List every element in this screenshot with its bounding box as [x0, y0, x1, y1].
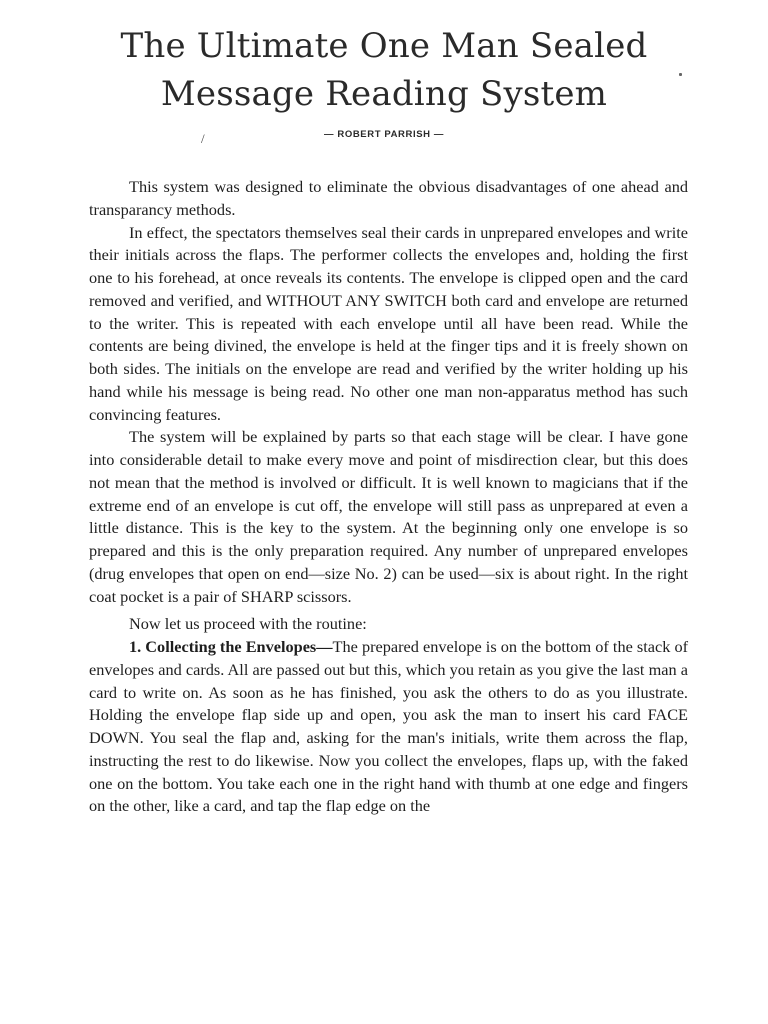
title-line-1: The Ultimate One Man Sealed [120, 26, 648, 66]
paragraph-effect: In effect, the spectators themselves seal their cards in unprepared envelopes and write their initials across the flaps. The performer collects the envelopes and, holding the first one to his forehead, at once reveals its contents. The envelope is clipped open and the card removed and verified, and WITHOUT ANY SWITCH both card and envelope are returned to the writer. This is repeated with each envelope until all have been read. While the contents are being divined, the envelope is held at the finger tips and it is freely shown on both sides. The initials on the envelope are read and verified by the writer holding up his hand while his message is being read. No other one man non-apparatus method has such convincing features. [89, 222, 688, 424]
paragraph-step-1 [89, 636, 688, 818]
stray-pen-mark: / [201, 131, 205, 146]
paragraph-routine: Now let us proceed with the routine: [129, 614, 367, 634]
article-body [89, 176, 688, 818]
author-byline: — ROBERT PARRISH — [324, 129, 444, 140]
title-line-2: Message Reading System [160, 74, 608, 114]
step-1-text: The prepared envelope is on the bottom of the stack of envelopes and cards. All are passed out but this, which you retain as you give the last man a card to write on. As soon as he has finished, you ask the others to do as you illustrate. Holding the envelope flap side up and open, you ask the man to insert his card FACE DOWN. You seal the flap and, asking for the man's initials, write them across the flap, instructing the rest to do likewise. Now you collect the envelopes, flaps up, with the faked one on the bottom. You take each one in the right hand with thumb at one edge and fingers on the other, like a card, and tap the flap edge on the [89, 637, 689, 816]
paragraph-system: The system will be explained by parts so that each stage will be clear. I have gone into considerable detail to make every move and point of misdirection clear, but this does not mean that the method is involved or difficult. It is well known to magicians that if the extreme end of an envelope is cut off, the envelope will still pass as unprepared at even a little distance. This is the key to the system. At the beginning only one envelope is so prepared and this is the only preparation required. Any number of unprepared envelopes (drug envelopes that open on end—size No. 2) can be used—six is about right. In the right coat pocket is a pair of SHARP scissors. [89, 427, 688, 606]
stray-dot-mark [679, 73, 682, 76]
step-1-heading: 1. Collecting the Envelopes— [129, 637, 333, 656]
paragraph-intro: This system was designed to eliminate the obvious disadvantages of one ahead and transparancy methods. [89, 177, 688, 219]
